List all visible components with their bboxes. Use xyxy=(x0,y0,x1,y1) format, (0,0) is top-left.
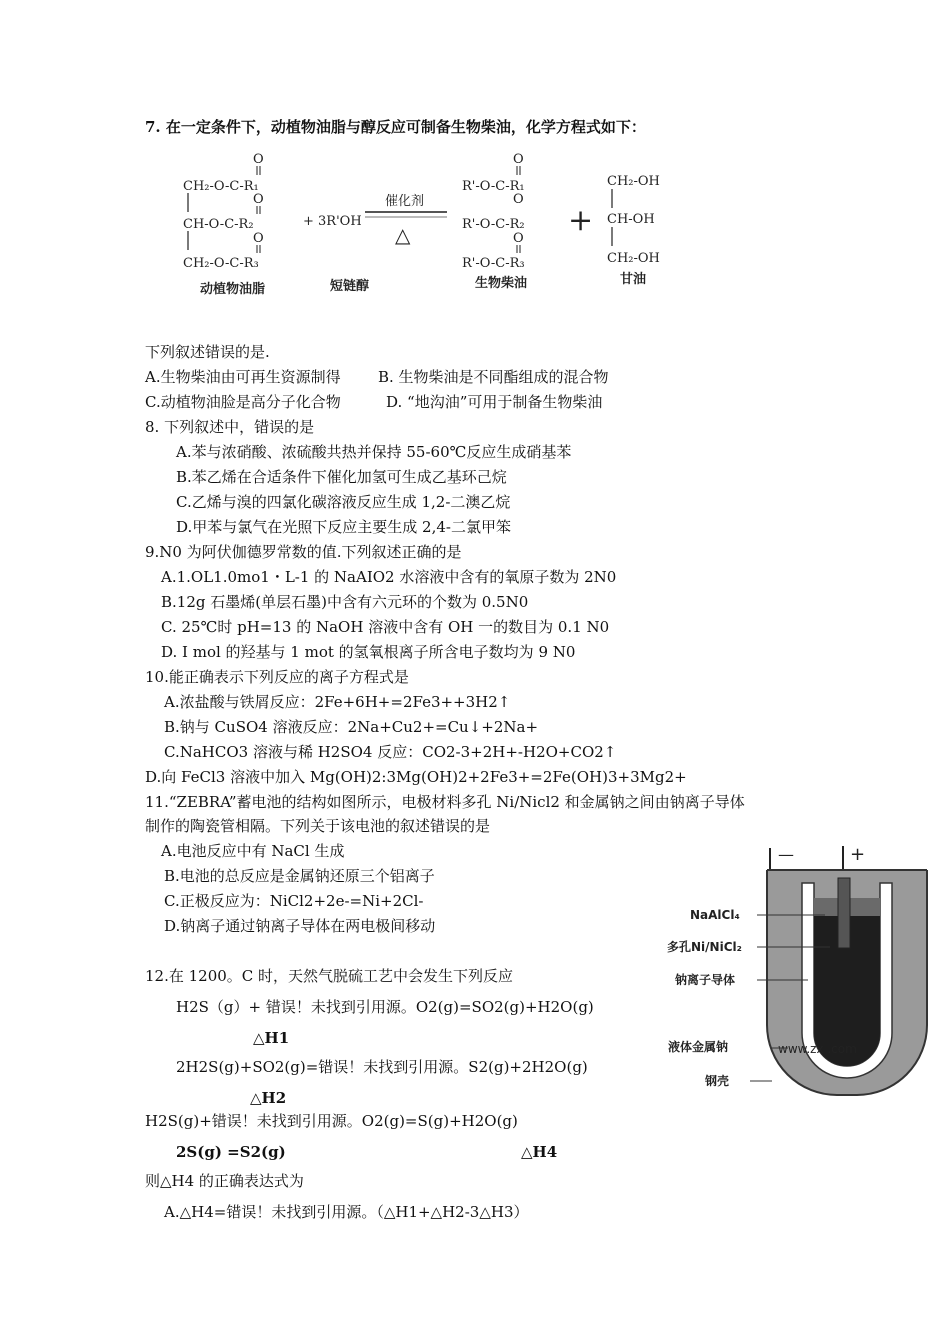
carbonyl-o-mark: O xyxy=(513,152,524,167)
q8-option-d: D.甲苯与氯气在光照下反应主要生成 2,4-二氯甲笨 xyxy=(176,518,511,536)
q7-option-d: D. “地沟油”可用于制备生物柴油 xyxy=(386,393,603,411)
q10-stem: 10.能正确表示下列反应的离子方程式是 xyxy=(145,668,409,686)
q7-option-b: B. 生物柴油是不同酯组成的混合物 xyxy=(378,368,609,386)
figure-watermark: www.zx .com xyxy=(778,1042,857,1056)
q12-option-a: A.△H4=错误！未找到引用源。（△H1+△H2-3△H3） xyxy=(164,1203,529,1221)
q8-option-b: B.苯乙烯在合适条件下催化加氢可生成乙基环己烷 xyxy=(176,468,507,486)
label-liquid-sodium: 液体金属钠 xyxy=(668,1040,729,1054)
diesel-row-3: R'-O-C-R₃ xyxy=(462,256,525,271)
label-naalcl4: NaAlCl₄ xyxy=(690,908,740,922)
q12-dh2: △H2 xyxy=(250,1089,287,1107)
zebra-battery-figure xyxy=(660,838,930,1100)
carbonyl-o-mark: O xyxy=(253,192,264,207)
diesel-row-1: R'-O-C-R₁ xyxy=(462,179,525,194)
q11-stem-line1: 11.“ZEBRA”蓄电池的结构如图所示，电极材料多孔 Ni/Nicl2 和金属钠之间由钠离子导体 xyxy=(145,793,745,811)
q12-dh4: △H4 xyxy=(521,1143,558,1161)
negative-terminal-label: — xyxy=(778,845,794,864)
q12-equation-1: H2S（g）+ 错误！未找到引用源。O2(g)=SO2(g)+H2O(g) xyxy=(176,998,594,1016)
oil-row-1: CH₂-O-C-R₁ xyxy=(183,179,259,194)
carbonyl-o-mark: O xyxy=(253,231,264,246)
catalyst-label: 催化剂 xyxy=(385,194,425,209)
carbonyl-o-mark: O xyxy=(513,231,524,246)
diesel-row-2: R'-O-C-R₂ xyxy=(462,217,525,232)
q8-stem: 8. 下列叙述中，错误的是 xyxy=(145,418,315,436)
oil-row-2: CH-O-C-R₂ xyxy=(183,217,254,232)
label-sodium-ion-conductor: 钠离子导体 xyxy=(675,973,736,987)
glycerol-row-3: CH₂-OH xyxy=(607,251,660,266)
q8-option-c: C.乙烯与溴的四氯化碳溶液反应生成 1,2-二澳乙烷 xyxy=(176,493,511,511)
positive-terminal-label: + xyxy=(850,844,866,865)
q12-equation-2: 2H2S(g)+SO2(g)=错误！未找到引用源。S2(g)+2H2O(g) xyxy=(176,1058,588,1076)
q12-equation-4: 2S(g) =S2(g) xyxy=(176,1143,286,1161)
glycerol-row-2: CH-OH xyxy=(607,212,655,227)
caption-oil: 动植物油脂 xyxy=(200,282,266,297)
plus-sign: + xyxy=(568,203,594,238)
q10-option-a: A.浓盐酸与铁屑反应：2Fe+6H+=2Fe3++3H2↑ xyxy=(164,693,511,711)
q7-option-a: A.生物柴油由可再生资源制得 xyxy=(145,368,341,386)
q10-option-c: C.NaHCO3 溶液与稀 H2SO4 反应：CO2-3+2H+-H2O+CO2↑ xyxy=(164,743,617,761)
q11-option-a: A.电池反应中有 NaCl 生成 xyxy=(161,842,345,860)
q9-option-c: C. 25℃时 pH=13 的 NaOH 溶液中含有 OH 一的数目为 0.1 N0 xyxy=(161,618,610,636)
q9-option-a: A.1.OL1.0mo1・L-1 的 NaAIO2 水溶液中含有的氧原子数为 2N0 xyxy=(161,568,617,586)
carbonyl-o-mark: O xyxy=(253,152,264,167)
q7-prompt: 下列叙述错误的是. xyxy=(145,343,270,361)
oil-row-3: CH₂-O-C-R₃ xyxy=(183,256,259,271)
caption-biodiesel: 生物柴油 xyxy=(475,276,528,291)
heat-symbol: △ xyxy=(395,223,411,247)
q12-dh1: △H1 xyxy=(253,1029,290,1047)
q12-stem: 12.在 1200。C 时，天然气脱硫工艺中会发生下列反应 xyxy=(145,967,514,985)
q9-option-b: B.12g 石墨烯(单层石墨)中含有六元环的个数为 0.5N0 xyxy=(161,593,529,611)
q11-option-c: C.正极反应为：NiCl2+2e-=Ni+2Cl- xyxy=(164,892,424,910)
q10-option-b: B.钠与 CuSO4 溶液反应：2Na+Cu2+=Cu↓+2Na+ xyxy=(164,718,539,736)
q12-prompt: 则△H4 的正确表达式为 xyxy=(145,1172,304,1190)
q11-option-d: D.钠离子通过钠离子导体在两电极间移动 xyxy=(164,917,436,935)
q11-stem-line2: 制作的陶瓷管相隔。下列关于该电池的叙述错误的是 xyxy=(145,817,491,835)
q9-stem: 9.N0 为阿伏伽德罗常数的值.下列叙述正确的是 xyxy=(145,543,462,561)
carbonyl-o-mark: O xyxy=(513,192,524,207)
caption-alcohol: 短链醇 xyxy=(330,279,370,294)
q11-option-b: B.电池的总反应是金属钠还原三个铝离子 xyxy=(164,867,435,885)
q10-option-d: D.向 FeCl3 溶液中加入 Mg(OH)2:3Mg(OH)2+2Fe3+=2Fe(OH)3+3Mg2+ xyxy=(145,768,687,786)
caption-glycerol: 甘油 xyxy=(620,272,647,287)
q7-option-c: C.动植物油脸是高分子化合物 xyxy=(145,393,341,411)
q7-stem: 7. 在一定条件下，动植物油脂与醇反应可制备生物柴油，化学方程式如下： xyxy=(145,118,646,136)
glycerol-row-1: CH₂-OH xyxy=(607,174,660,189)
q9-option-d: D. I mol 的羟基与 1 mot 的氢氧根离子所含电子数均为 9 N0 xyxy=(161,643,576,661)
q12-equation-3: H2S(g)+错误！未找到引用源。O2(g)=S(g)+H2O(g) xyxy=(145,1112,518,1130)
q8-option-a: A.苯与浓硝酸、浓硫酸共热并保持 55-60℃反应生成硝基苯 xyxy=(176,443,572,461)
q7-reaction-figure xyxy=(175,150,705,300)
label-steel-shell: 钢壳 xyxy=(705,1074,730,1088)
label-porous-ni-nicl2: 多孔Ni/NiCl₂ xyxy=(667,940,742,954)
reagent-text: + 3R'OH xyxy=(303,214,362,229)
